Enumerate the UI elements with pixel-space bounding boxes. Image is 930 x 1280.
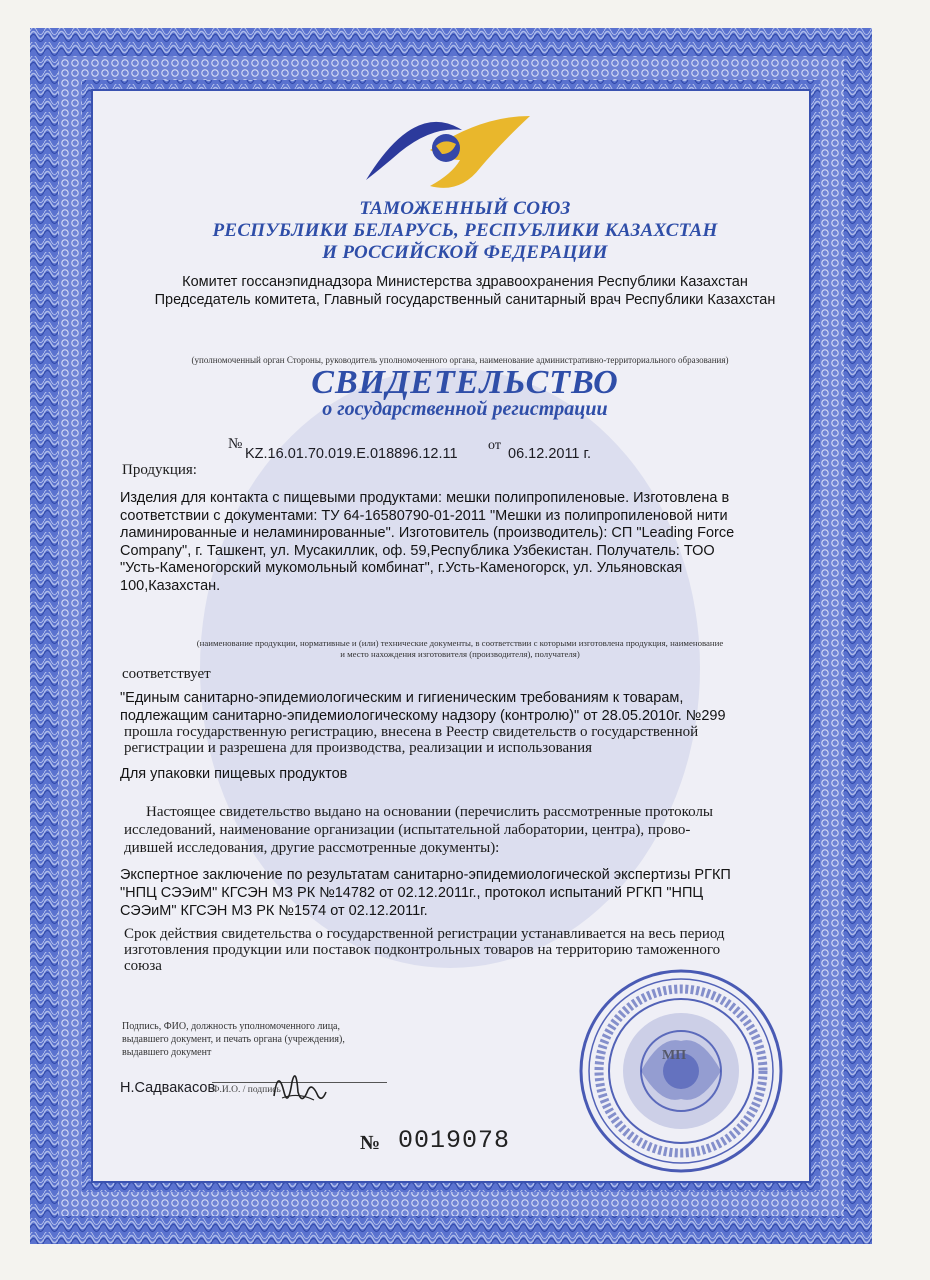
usage-text: Для упаковки пищевых продуктов: [120, 766, 348, 782]
serial-number: 0019078: [398, 1126, 511, 1155]
product-line: соответствии с документами: ТУ 64-16580790-01-2011 "Мешки из полипропиленовой нити: [120, 507, 728, 524]
signatory-caption: [122, 1020, 345, 1059]
requirements-line-1: "Единым санитарно-эпидемиологическим и гигиеническим требованиям к товарам,: [120, 690, 684, 706]
validity-line-1: Срок действия свидетельства о государственной регистрации устанавливается на весь период: [124, 926, 725, 942]
product-caption-2: и место нахождения изготовителя (производителя), получателя): [340, 649, 580, 659]
official-stamp: [575, 965, 787, 1177]
product-label: Продукция:: [122, 462, 197, 478]
document-subtitle: о государственной регистрации: [322, 398, 608, 420]
registration-text-line-1: прошла государственную регистрацию, внесена в Реестр свидетельств о государственной: [124, 724, 699, 740]
signatory-caption-line: выдавшего документ, и печать органа (учреждения),: [122, 1034, 345, 1045]
union-line-2: РЕСПУБЛИКИ БЕЛАРУСЬ, РЕСПУБЛИКИ КАЗАХСТАН: [212, 220, 718, 241]
product-line: 100,Казахстан.: [120, 577, 221, 594]
registration-date: 06.12.2011 г.: [508, 446, 592, 462]
authority-line-1: Комитет госсанэпиднадзора Министерства здравоохранения Республики Казахстан: [182, 274, 748, 290]
product-line: Изделия для контакта с пищевыми продуктами: мешки полипропиленовые. Изготовлена в: [120, 490, 730, 506]
product-line: "Усть-Каменогорский мукомольный комбинат", г.Усть-Каменогорск, ул. Ульяновская: [120, 560, 683, 576]
validity-line-3: союза: [124, 958, 162, 974]
basis-document-line-2: "НПЦ СЭЭиМ" КГСЭН МЗ РК №14782 от 02.12.2011г., протокол испытаний РГКП "НПЦ: [120, 885, 704, 901]
requirements-line-2: подлежащим санитарно-эпидемиологическому надзору (контролю)" от 28.05.2010г. №299: [120, 708, 726, 724]
registration-number-sign: №: [228, 436, 243, 452]
basis-line-3: дившей исследования, другие рассмотренные документы):: [124, 840, 500, 856]
signature: [268, 1062, 330, 1112]
union-line-3: И РОССИЙСКОЙ ФЕДЕРАЦИИ: [322, 242, 608, 263]
validity-line-2: изготовления продукции или поставок подконтрольных товаров на территорию таможенного: [124, 942, 721, 958]
signatory-name-caption: Ф.И.О. / подпись: [212, 1085, 281, 1095]
product-line: Company", г. Ташкент, ул. Мусакиллик, оф. 59,Республика Узбекистан. Получатель: ТОО: [120, 542, 715, 559]
registration-date-prefix: от: [488, 438, 501, 453]
product-caption-1: (наименование продукции, нормативные и (или) технические документы, в соответствии с которыми изготовлена продукция, наименование: [196, 638, 724, 648]
authority-line-2: Председатель комитета, Главный государственный санитарный врач Республики Казахстан: [154, 292, 776, 308]
document-title: СВИДЕТЕЛЬСТВО: [311, 364, 619, 401]
stamp-center-text: МП: [662, 1048, 687, 1063]
customs-union-emblem: [360, 108, 535, 200]
union-line-1: ТАМОЖЕННЫЙ СОЮЗ: [359, 198, 571, 219]
basis-line-2: исследований, наименование организации (испытательной лаборатории, центра), прово-: [124, 822, 691, 838]
serial-number-sign: №: [360, 1132, 381, 1154]
conformity-label: соответствует: [122, 666, 211, 682]
basis-document-line-3: СЭЭиМ" КГСЭН МЗ РК №1574 от 02.12.2011г.: [120, 903, 428, 919]
product-description: [120, 490, 800, 595]
basis-line-1: Настоящее свидетельство выдано на основании (перечислить рассмотренные протоколы: [146, 804, 714, 820]
basis-document-line-1: Экспертное заключение по результатам санитарно-эпидемиологической экспертизы РГКП: [120, 867, 731, 883]
signatory-caption-line: выдавшего документ: [122, 1047, 212, 1058]
product-line: ламинированные и неламинированные". Изготовитель (производитель): СП "Leading Force: [120, 525, 735, 541]
registration-number: KZ.16.01.70.019.E.018896.12.11: [245, 446, 458, 462]
signatory-name: Н.Садвакасов: [120, 1080, 216, 1096]
registration-text-line-2: регистрации и разрешена для производства, реализации и использования: [124, 740, 593, 756]
signatory-caption-line: Подпись, ФИО, должность уполномоченного лица,: [122, 1021, 340, 1032]
authority-caption: (уполномоченный орган Стороны, руководитель уполномоченного органа, наименование административно-территориального образования): [191, 355, 729, 365]
